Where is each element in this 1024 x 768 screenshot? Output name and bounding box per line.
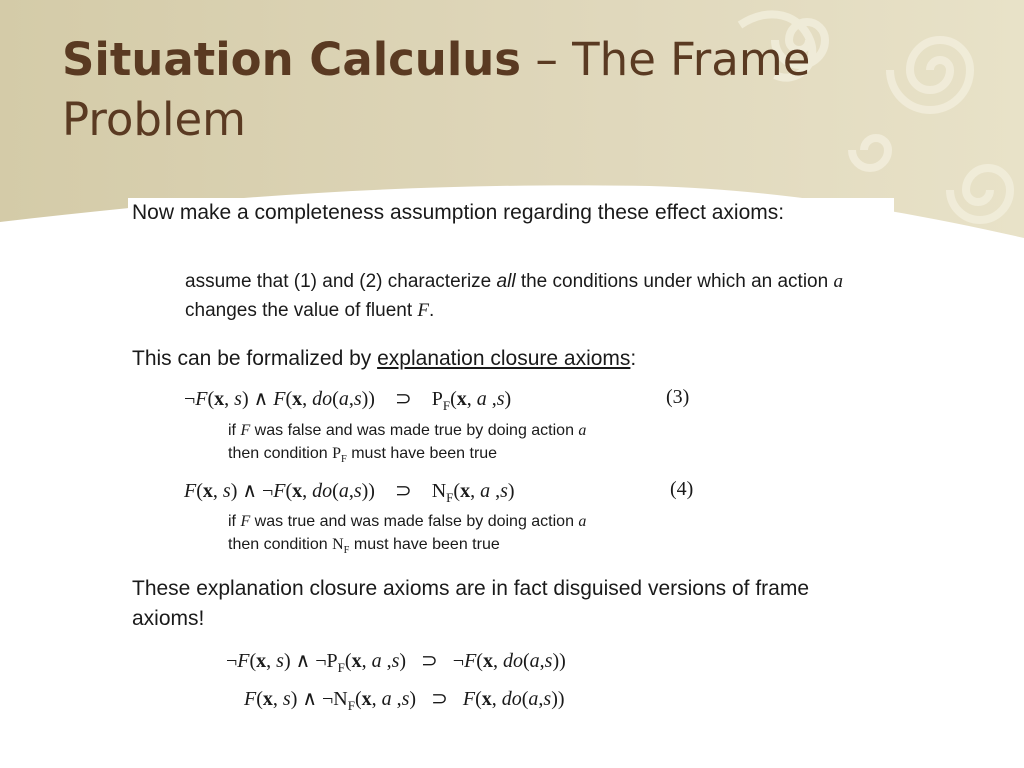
- formula-4-note: if F was true and was made false by doing action a then condition $N_F$ must have been true: [228, 513, 587, 557]
- slide-title: [62, 30, 822, 150]
- closure-axioms-term: explanation closure axioms: [377, 347, 631, 370]
- formalize-paragraph: This can be formalized by explanation closure axioms:: [132, 347, 637, 370]
- frame-axiom-2: F(x, s) ∧ $\neg N_F(x$, a ,s) ⊃ F(x, do(a,s)): [244, 688, 565, 713]
- disguised-frame-axioms-paragraph: These explanation closure axioms are in fact disguised versions of frame axioms!: [132, 577, 810, 630]
- equation-number-3: (3): [666, 386, 690, 408]
- formula-3: ¬F(x, s) ∧ F(x, do(a,s)) ⊃ $P_F(x$, a ,s): [184, 388, 512, 413]
- formula-3-note: if F was false and was made true by doing action a then condition $P_F$ must have been true: [228, 422, 587, 466]
- title-rest: – The Frame Problem: [62, 33, 811, 146]
- content-panel: [128, 198, 894, 738]
- formula-4: F(x, s) ∧ ¬F(x, do(a,s)) ⊃ $N_F(x$, a ,s): [184, 480, 515, 505]
- assumption-paragraph: assume that (1) and (2) characterize all the conditions under which an action a changes the value of fluent F.: [185, 271, 843, 321]
- equation-number-4: (4): [670, 478, 694, 500]
- intro-paragraph: Now make a completeness assumption regarding these effect axioms:: [132, 201, 785, 224]
- title-bold: Situation Calculus: [62, 33, 522, 86]
- frame-axiom-1: ¬F(x, s) ∧ $\neg P_F(x$, a ,s) ⊃ ¬F(x, do(a,s)): [226, 650, 566, 675]
